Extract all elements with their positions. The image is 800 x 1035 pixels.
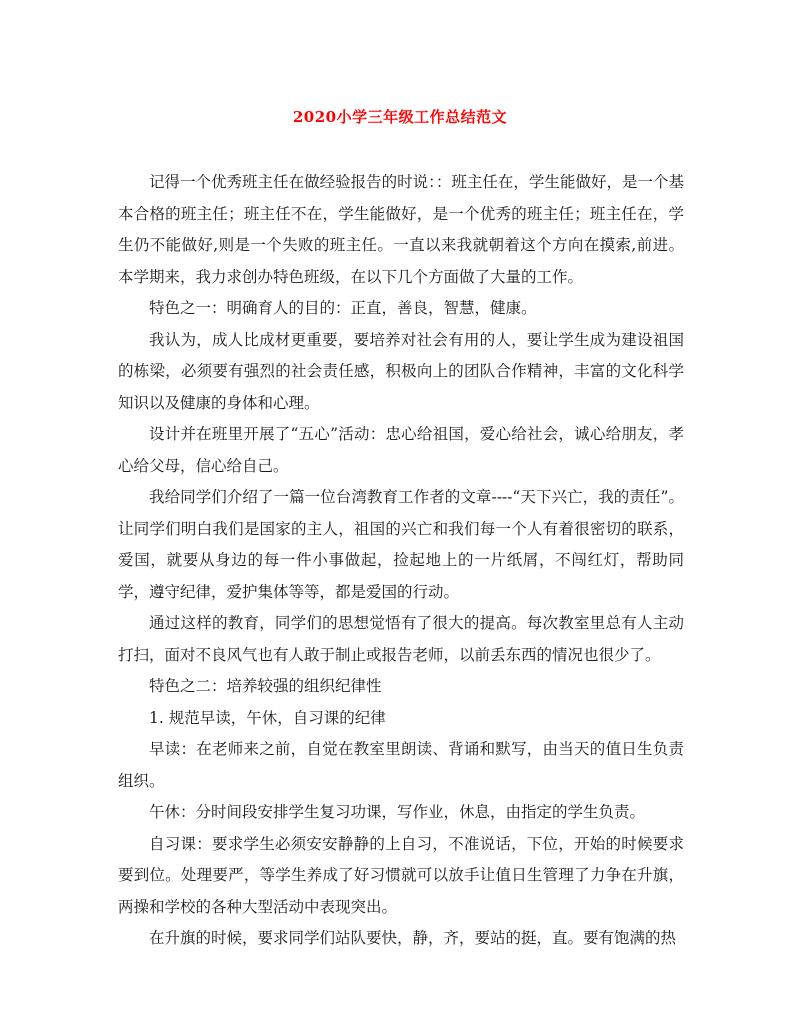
- paragraph: 通过这样的教育，同学们的思想觉悟有了很大的提高。每次教室里总有人主动打扫，面对不良风气也有人敢于制止或报告老师，以前丢东西的情况也很少了。: [118, 614, 684, 664]
- document-title: 2020小学三年级工作总结范文: [292, 108, 508, 126]
- document-body: [118, 167, 684, 955]
- paragraph: 在升旗的时候，要求同学们站队要快，静，齐，要站的挺，直。要有饱满的热: [149, 929, 677, 947]
- paragraph: 我给同学们介绍了一篇一位台湾教育工作者的文章----“天下兴亡，我的责任”。让同学们明白我们是国家的主人，祖国的兴亡和我们每一个人有着很密切的联系，爱国，就要从身边的每一件小事做起，捡起地上的一片纸屑，不闯红灯，帮助同学，遵守纪律，爱护集体等等，都是爱国的行动。: [118, 488, 684, 601]
- subsection-heading: 1. 规范早读，午休，自习课的纪律: [149, 708, 386, 727]
- paragraph: 自习课：要求学生必须安安静静的上自习，不准说话，下位，开始的时候要求要到位。处理要严，等学生养成了好习惯就可以放手让值日生管理了力争在升旗，两操和学校的各种大型活动中表现突出。: [118, 834, 684, 916]
- paragraph: 早读：在老师来之前，自觉在教室里朗读、背诵和默写，由当天的值日生负责组织。: [118, 740, 684, 790]
- paragraph: 午休：分时间段安排学生复习功课，写作业，休息，由指定的学生负责。: [149, 803, 646, 821]
- paragraph: 记得一个优秀班主任在做经验报告的时说：：班主任在，学生能做好，是一个基本合格的班主任；班主任不在，学生能做好，是一个优秀的班主任；班主任在，学生仍不能做好,则是一个失败的班主任。一直以来我就朝着这个方向在摸索,前进。本学期来，我力求创办特色班级，在以下几个方面做了大量的工作。: [118, 173, 684, 286]
- paragraph: 特色之一：明确育人的目的：正直，善良，智慧，健康。: [149, 299, 537, 317]
- section-heading: 特色之二：培养较强的组织纪律性: [149, 677, 382, 695]
- paragraph: 设计并在班里开展了“五心”活动：忠心给祖国，爱心给社会，诚心给朋友，孝心给父母，信心给自己。: [118, 425, 684, 475]
- paragraph: 我认为，成人比成材更重要，要培养对社会有用的人，要让学生成为建设祖国的栋梁，必须要有强烈的社会责任感，积极向上的团队合作精神，丰富的文化科学知识以及健康的身体和心理。: [118, 330, 684, 412]
